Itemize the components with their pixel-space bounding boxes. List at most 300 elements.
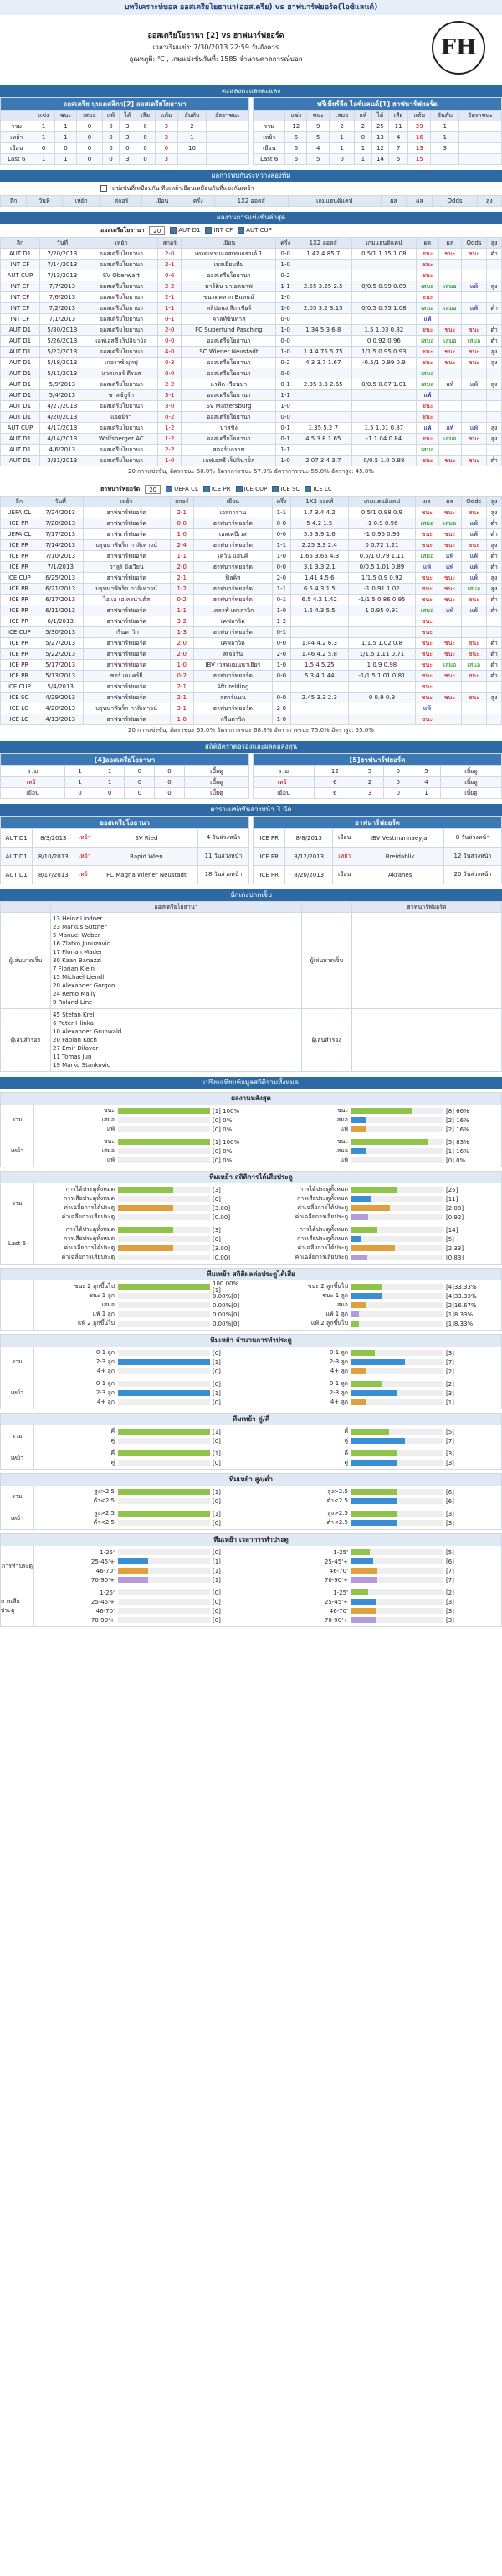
player-name[interactable]: 23 Markus Suttner	[53, 924, 107, 930]
match-cell: ชนะ	[438, 540, 461, 551]
recent-header-cell: Odds	[461, 497, 486, 507]
match-row[interactable]	[1, 682, 502, 693]
match-row[interactable]	[1, 627, 502, 638]
stat-bar-fill	[118, 1489, 210, 1495]
odds-left-title: [4]ออสเตรียโยธานา	[1, 754, 249, 766]
upcoming-cell: เหย้า	[333, 848, 356, 866]
stat-bar-track	[118, 1617, 210, 1623]
match-cell[interactable]: FC Superfund Pasching	[182, 325, 276, 336]
match-row[interactable]	[1, 456, 502, 466]
recent-right-summary: 20 การแข่งขัน, อัตราชนะ 65.0% อัตราการชนะ 68.8% อัตราการชนะ 75.0% อัตราสูง: 55.0%	[128, 727, 374, 734]
match-row[interactable]	[1, 660, 502, 671]
match-cell: สูง	[487, 540, 502, 551]
match-cell[interactable]: ออสเตรียโยธานา	[85, 325, 157, 336]
stat-bar-track	[351, 1429, 443, 1435]
odds-cell: เบี้ยดู	[184, 777, 248, 788]
match-cell	[295, 336, 351, 347]
player-name[interactable]: 6 Peter Hlinka	[53, 1020, 94, 1027]
stat-bar-fill	[351, 1255, 367, 1260]
match-row[interactable]	[1, 638, 502, 649]
match-row[interactable]	[1, 562, 502, 573]
player-name[interactable]: 15 Michael Liendl	[53, 974, 105, 981]
match-cell[interactable]: เอสเคบีเวส	[193, 529, 272, 540]
match-cell[interactable]: เกอราซ์ มุทฟุ	[85, 358, 157, 368]
match-row[interactable]	[1, 314, 502, 325]
match-row[interactable]	[1, 649, 502, 660]
match-cell: AUT D1	[1, 325, 40, 336]
match-cell[interactable]: ออสเตรียโยธานา	[182, 368, 276, 379]
match-cell[interactable]: กรีนดาวิก	[193, 714, 272, 725]
stat-bar-value: [0]	[213, 1349, 221, 1357]
stat-side-label: การเสียประตู	[1, 1586, 34, 1626]
match-row[interactable]	[1, 390, 502, 401]
stat-bar-track	[351, 1148, 443, 1154]
stat-panel	[0, 1334, 502, 1409]
match-cell: ชนะ	[461, 595, 486, 605]
match-row[interactable]	[1, 281, 502, 292]
h2h-same-checkbox[interactable]	[100, 185, 107, 192]
stat-bar-label: ชนะ 2 ลูกขึ้นไป	[74, 1283, 115, 1290]
match-cell: ชนะ	[416, 529, 438, 540]
section-lineup: นักเตะบาดเจ็บ	[0, 889, 502, 901]
match-row[interactable]	[1, 671, 502, 682]
stat-bar-label: คี่	[110, 1450, 115, 1456]
match-row[interactable]	[1, 303, 502, 314]
standings-cell: 2	[178, 121, 207, 132]
stat-bar-track	[351, 1511, 443, 1517]
recent-header-cell: ครึ่ง	[276, 238, 295, 249]
league-filter-checkbox[interactable]	[272, 486, 279, 492]
odds-cell: เบี้ยดู	[440, 777, 501, 788]
match-cell[interactable]: ไอ เอ เอเครน่าเต้ส	[83, 595, 170, 605]
recent-right-table	[0, 496, 502, 725]
stat-panel	[0, 1473, 502, 1530]
stat-bar-row	[34, 1588, 268, 1597]
match-cell	[351, 412, 416, 423]
match-cell[interactable]: ฮาฟนาร์ฟยอร์ด	[193, 627, 272, 638]
match-cell[interactable]: ซอร์ เอแคร์ยี	[83, 671, 170, 682]
stat-bar-label: การได้ประตูทั้งหมด	[65, 1226, 115, 1233]
match-cell[interactable]: บรุนนาพันร็ก กาลิเทาวน์	[83, 540, 170, 551]
match-cell[interactable]: ออสเตรียโยธานา	[85, 292, 157, 303]
player-name[interactable]: 16 Zlatko Junuzovic	[53, 940, 110, 947]
match-cell[interactable]: เอสกาจาน	[193, 507, 272, 518]
match-cell[interactable]: ฮาฟนาร์ฟยอร์ด	[193, 518, 272, 529]
match-row[interactable]	[1, 540, 502, 551]
match-cell[interactable]: ฮาฟนาร์ฟยอร์ด	[83, 682, 170, 693]
match-cell: ชนะ	[438, 649, 461, 660]
league-filter-checkbox[interactable]	[236, 486, 243, 492]
lineup-injured-label-right: ผู้เล่นบาดเจ็บ	[301, 913, 351, 1009]
match-cell[interactable]: สตอร์มกราซ	[182, 445, 276, 456]
match-row[interactable]	[1, 714, 502, 725]
match-cell	[351, 314, 416, 325]
match-cell[interactable]: ฮาฟนาร์ฟยอร์ด	[83, 573, 170, 584]
match-cell: 5/4/2013	[38, 682, 83, 693]
match-row[interactable]	[1, 249, 502, 260]
player-name[interactable]: 20 Alexander Gorgon	[53, 982, 115, 989]
match-cell: 1-0	[276, 260, 295, 270]
match-cell[interactable]: SV Oberwart	[85, 270, 157, 281]
player-name[interactable]: 7 Florian Klein	[53, 966, 95, 972]
match-cell: 0-3	[158, 358, 182, 368]
player-name[interactable]: 19 Marko Stankovic	[53, 1062, 110, 1069]
match-cell[interactable]: ออสเตรียโยธานา	[182, 434, 276, 445]
match-cell[interactable]: ออสเตรียโยธานา	[182, 270, 276, 281]
stat-bar-label: คู่	[344, 1459, 348, 1466]
stat-bar-fill	[351, 1196, 371, 1202]
recent-right-filter-group	[166, 486, 337, 492]
recent-right-count-select[interactable]: 20	[145, 485, 161, 494]
stat-bar-fill	[351, 1450, 397, 1456]
player-name[interactable]: 24 Remo Mally	[53, 991, 96, 997]
stat-bar-row	[34, 1137, 268, 1146]
match-cell[interactable]: เควิน แฮนค์	[193, 551, 272, 562]
stat-bar-row	[268, 1213, 501, 1222]
match-row[interactable]	[1, 595, 502, 605]
match-row[interactable]	[1, 368, 502, 379]
recent-left-count-select[interactable]: 20	[149, 226, 165, 235]
match-cell[interactable]: ฮาฟนาร์ฟยอร์ด	[193, 562, 272, 573]
match-row[interactable]	[1, 358, 502, 368]
match-cell[interactable]: เอฟเอสซี เร็ปลินาย็ล	[85, 336, 157, 347]
match-cell[interactable]: คลิปอนง ลีเกเชียร์	[182, 303, 276, 314]
match-cell[interactable]: เบลเยี่ยมทีม	[182, 260, 276, 270]
match-cell[interactable]: ขนาดคลาก Bแลนน์	[182, 292, 276, 303]
standings-cell: 0	[136, 132, 155, 143]
stat-bar-label: คี่	[344, 1450, 348, 1456]
odds-cell: 0	[65, 788, 95, 799]
standings-cell: 0	[77, 132, 102, 143]
match-cell: ต่ำ	[487, 336, 502, 347]
lineup-injured-label: ผู้เล่นบาดเจ็บ	[1, 913, 51, 1009]
match-cell: 5/11/2013	[39, 368, 85, 379]
match-cell[interactable]: แอดมิร่า	[85, 412, 157, 423]
stat-bar-value: [3]	[446, 1389, 454, 1397]
league-filter-checkbox[interactable]	[170, 227, 177, 234]
odds-cell: 1	[95, 777, 125, 788]
stat-col-left	[34, 1347, 268, 1378]
match-cell[interactable]: กรีนดาวิก	[83, 627, 170, 638]
match-row[interactable]	[1, 401, 502, 412]
match-row[interactable]	[1, 379, 502, 390]
match-cell: 0-2	[170, 671, 193, 682]
h2h-header-cell: เกมแฮนดิแคป	[288, 196, 381, 207]
match-cell: ชนะ	[461, 434, 486, 445]
match-cell[interactable]: ออสเตรียโยธานา	[85, 303, 157, 314]
match-cell[interactable]: ฮาฟนาร์ฟยอร์ด	[193, 671, 272, 682]
stat-bar-value: [2.08]	[446, 1204, 464, 1212]
recent-left-filters	[0, 224, 502, 237]
recent-header-cell: ผล	[416, 497, 438, 507]
match-cell[interactable]: ฟิลคิส	[193, 573, 272, 584]
player-name[interactable]: 11 Tomas Jun	[53, 1054, 92, 1060]
stat-bar-value: [0] 0%	[213, 1147, 233, 1155]
match-cell: 1-1	[158, 303, 182, 314]
match-cell: 0/0.5 0.75 1.08	[351, 303, 416, 314]
match-cell[interactable]: บรุนนาพันร็ก กาลิเทาวน์	[83, 703, 170, 714]
match-cell[interactable]: ออสเตรียโยธานา	[85, 456, 157, 466]
match-cell: 1/1.5 1.02 0.8	[348, 638, 416, 649]
standings-cell: 12	[285, 121, 307, 132]
match-cell[interactable]: ฮาฟนาร์ฟยอร์ด	[193, 703, 272, 714]
match-cell[interactable]: ออสเตรียโยธานา	[85, 347, 157, 358]
match-row[interactable]	[1, 507, 502, 518]
recent-left-summary: 20 การแข่งขัน, อัตราชนะ 60.0% อัตราการชนะ 57.9% อัตราการชนะ 55.0% อัตราสูง: 45.0%	[128, 468, 374, 475]
match-row[interactable]	[1, 551, 502, 562]
match-cell: ชนะ	[416, 660, 438, 671]
match-cell[interactable]: ฮาฟนาร์ฟยอร์ด	[193, 584, 272, 595]
standings-left-table	[0, 97, 249, 165]
match-cell[interactable]: ออสเตรียโยธานา	[85, 445, 157, 456]
match-row[interactable]	[1, 292, 502, 303]
match-cell[interactable]: ออสเตรียโยธานา	[85, 249, 157, 260]
match-teams: ออสเตรียโยธานา [2] vs ฮาฟนาร์ฟยอร์ด	[147, 31, 284, 40]
match-cell[interactable]: ฮาฟนาร์ฟยอร์ด	[193, 595, 272, 605]
match-cell	[438, 292, 461, 303]
match-cell[interactable]: Wolfsberger AC	[85, 434, 157, 445]
match-cell[interactable]: ฮาฟนาร์ฟยอร์ด	[83, 616, 170, 627]
player-name[interactable]: 10 Alexander Grunwald	[53, 1028, 122, 1035]
match-cell[interactable]: Afturelding	[193, 682, 272, 693]
match-cell[interactable]: ฮาฟนาร์ฟยอร์ด	[83, 529, 170, 540]
match-cell	[487, 616, 502, 627]
match-cell[interactable]: ฮาฟนาร์ฟยอร์ด	[193, 540, 272, 551]
match-row[interactable]	[1, 325, 502, 336]
match-cell[interactable]: ฮาฟนาร์ฟยอร์ด	[83, 605, 170, 616]
match-cell[interactable]: SV Mattersburg	[182, 401, 276, 412]
odds-cell: 3	[356, 788, 384, 799]
stat-bar-value: [0.92]	[446, 1213, 464, 1221]
match-cell[interactable]: แวคเกอร์ ดีรอส	[85, 368, 157, 379]
stat-bar-label: ค่าเฉลี่ยการเสียประตู	[295, 1254, 348, 1260]
match-cell: 1-0	[272, 714, 290, 725]
match-cell: 0-0	[272, 671, 290, 682]
match-row[interactable]	[1, 270, 502, 281]
stat-col-left	[34, 1136, 268, 1167]
stat-col-left	[34, 1425, 268, 1447]
player-name[interactable]: 30 Kaan Banazzi	[53, 957, 101, 964]
standings-cell: 1	[355, 154, 372, 165]
match-cell: 1/1.5 0.95 0.93	[351, 347, 416, 358]
stat-col-right	[268, 1224, 501, 1264]
match-cell	[461, 445, 486, 456]
match-cell: 3-2	[170, 616, 193, 627]
match-cell[interactable]: มาร์ติน บาเยลนาฟ	[182, 281, 276, 292]
league-filter-checkbox[interactable]	[166, 486, 172, 492]
match-cell	[351, 292, 416, 303]
stat-side-label: รวม	[1, 1425, 34, 1447]
match-cell	[461, 270, 486, 281]
stat-bar-value: [2]	[446, 1368, 454, 1375]
match-cell[interactable]: ออสเตรียโยธานา	[85, 423, 157, 434]
match-row[interactable]	[1, 703, 502, 714]
match-cell[interactable]: ฮาฟนาร์ฟยอร์ด	[83, 518, 170, 529]
stat-bar-value: [0]	[213, 1497, 221, 1505]
stat-bar-track	[351, 1350, 443, 1356]
match-cell	[295, 314, 351, 325]
match-cell: 7/2/2013	[39, 303, 85, 314]
player-name[interactable]: 9 Roland Linz	[53, 999, 92, 1006]
stat-bar-track	[118, 1245, 210, 1251]
match-cell: 2-0	[170, 562, 193, 573]
standings-row	[254, 154, 502, 165]
upcoming-cell: เยือน	[333, 829, 356, 848]
league-filter-checkbox[interactable]	[305, 486, 311, 492]
match-cell: 1.42 4.85 7	[295, 249, 351, 260]
match-cell[interactable]: บรุนนาพันร็ก กาลิเทาวน์	[83, 584, 170, 595]
match-row[interactable]	[1, 336, 502, 347]
match-cell[interactable]: ออสเตรียโยธานา	[85, 314, 157, 325]
match-cell[interactable]: เคลาฟ์ เพาลาวิก	[193, 605, 272, 616]
player-name[interactable]: 20 Fabian Koch	[53, 1037, 97, 1043]
match-row[interactable]	[1, 434, 502, 445]
stat-bar-row	[34, 1597, 268, 1606]
match-row[interactable]	[1, 573, 502, 584]
match-cell: 6.5 4.3 1.5	[291, 584, 348, 595]
match-cell	[487, 703, 502, 714]
match-cell[interactable]: ฮาฟนาร์ฟยอร์ด	[83, 649, 170, 660]
league-filter-checkbox[interactable]	[205, 227, 212, 234]
stat-bar-track	[118, 1255, 210, 1260]
match-cell[interactable]: SC Wiener Neustadt	[182, 347, 276, 358]
match-cell	[461, 314, 486, 325]
upcoming-cell: FC Magna Wiener Neustadt	[95, 866, 197, 884]
stat-bar-row	[34, 1388, 268, 1398]
match-row[interactable]	[1, 693, 502, 703]
match-cell: ต่ำ	[487, 303, 502, 314]
recent-left-team: ออสเตรียโยธานา	[100, 226, 145, 234]
league-filter-checkbox[interactable]	[203, 486, 210, 492]
stat-bar-label: 25-45'+	[324, 1558, 348, 1565]
match-cell[interactable]: ฮาฟนาร์ฟยอร์ด	[83, 693, 170, 703]
match-cell[interactable]: ออสเตรียโยธานา	[182, 336, 276, 347]
match-cell[interactable]: ฮาฟนาร์ฟยอร์ด	[83, 660, 170, 671]
match-cell[interactable]: แรพิด เวียนนา	[182, 379, 276, 390]
stat-bar-fill	[351, 1599, 376, 1605]
standings-cell	[431, 154, 459, 165]
match-cell[interactable]: ออสเตรียโยธานา	[182, 358, 276, 368]
match-cell[interactable]: ปาสชิง	[182, 423, 276, 434]
player-name[interactable]: 13 Heinz Lindner	[53, 915, 103, 922]
match-cell[interactable]: ออสเตรียโยธานา	[85, 401, 157, 412]
match-cell: -1/1.5 0.86 0.95	[348, 595, 416, 605]
match-cell: ชนะ	[416, 270, 438, 281]
match-cell: 5.5 3.9 1.6	[291, 529, 348, 540]
player-name[interactable]: 17 Florian Mader	[53, 949, 103, 956]
recent-header-cell: วันที่	[38, 497, 83, 507]
stat-bar-value: [2]	[446, 1589, 454, 1596]
match-row[interactable]	[1, 260, 502, 270]
recent-header-cell: 1X2 ออดส์	[295, 238, 351, 249]
standings-header-cell: อันดับ	[431, 111, 459, 121]
match-cell[interactable]: ออสเตรียโยธานา	[182, 390, 276, 401]
lineup-blank	[1, 902, 51, 913]
match-cell	[461, 260, 486, 270]
stat-bar-label: 46-70'	[95, 1567, 115, 1574]
match-cell[interactable]: เคฟลาวิค	[193, 616, 272, 627]
match-row[interactable]	[1, 605, 502, 616]
stat-col-right	[268, 1486, 501, 1507]
match-row[interactable]	[1, 445, 502, 456]
match-cell: 0.5/1 1.15 1.08	[351, 249, 416, 260]
stat-bar-label: คู่	[110, 1437, 115, 1444]
stat-bar-label: 70-90'+	[324, 1576, 348, 1584]
match-cell	[438, 616, 461, 627]
standings-cell: 6	[285, 143, 307, 154]
match-row[interactable]	[1, 423, 502, 434]
match-cell: 0-1	[276, 379, 295, 390]
lineup-bench-label: ผู้เล่นสำรอง	[1, 1009, 51, 1072]
match-cell[interactable]: วาลูร์ ยังเวียน	[83, 562, 170, 573]
match-cell: 1-1	[276, 281, 295, 292]
match-cell[interactable]: เคฟลาวิค	[193, 638, 272, 649]
standings-cell: 1	[431, 121, 459, 132]
stat-bar-track	[351, 1558, 443, 1564]
stat-bar-value: 0.00%[0]	[213, 1320, 240, 1327]
match-cell: ICE PR	[1, 638, 38, 649]
match-cell: 2-0	[272, 703, 290, 714]
stat-bar-row	[34, 1225, 268, 1234]
match-cell: 0-2	[276, 270, 295, 281]
match-cell[interactable]: ฮาฟนาร์ฟยอร์ด	[83, 714, 170, 725]
match-row[interactable]	[1, 347, 502, 358]
match-cell[interactable]: สเจอรัน	[193, 649, 272, 660]
match-row[interactable]	[1, 616, 502, 627]
stat-bar-fill	[351, 1321, 359, 1327]
match-cell[interactable]: เอฟเอสซี เร็ปลินาย็ล	[182, 456, 276, 466]
stat-panel-title: ผลงานหลังสุด	[1, 1093, 501, 1105]
match-cell[interactable]: ออสเตรียโยธานา	[85, 281, 157, 292]
player-name[interactable]: 5 Manuel Weber	[53, 932, 100, 939]
match-row[interactable]	[1, 518, 502, 529]
analysis-panels	[0, 1092, 502, 1627]
stat-grid	[1, 1447, 501, 1469]
match-row[interactable]	[1, 412, 502, 423]
stat-bar-row	[268, 1253, 501, 1262]
match-cell[interactable]: คาลท์ซินทาส	[182, 314, 276, 325]
match-cell[interactable]: ฮาฟนาร์ฟยอร์ด	[83, 507, 170, 518]
match-cell[interactable]: IBV เวสท์แมนนาเยียร์	[193, 660, 272, 671]
stat-bar-track	[351, 1321, 443, 1327]
match-cell: ชนะ	[438, 347, 461, 358]
match-cell: 3-1	[158, 390, 182, 401]
match-cell[interactable]: เทรดเทรนแอสเทนแซนต์ 1	[182, 249, 276, 260]
match-cell[interactable]: ออสเตรียโยธานา	[182, 412, 276, 423]
stat-bar-track	[351, 1577, 443, 1583]
match-row[interactable]	[1, 529, 502, 540]
match-cell: 2-1	[170, 507, 193, 518]
stat-bar-track	[118, 1450, 210, 1456]
match-cell[interactable]: ออสเตรียโยธานา	[85, 260, 157, 270]
upcoming-cell: ICE PR	[254, 866, 285, 884]
match-cell: ICE PR	[1, 660, 38, 671]
stat-bar-value: [3.00]	[213, 1244, 231, 1252]
match-cell[interactable]: สตาร์แนน	[193, 693, 272, 703]
league-filter-checkbox[interactable]	[238, 227, 244, 234]
match-cell[interactable]: ฮาฟนาร์ฟยอร์ด	[83, 551, 170, 562]
match-cell[interactable]: ซาลซ์บูร์ก	[85, 390, 157, 401]
match-row[interactable]	[1, 584, 502, 595]
stat-bar-label: สูง>2.5	[327, 1510, 348, 1517]
match-cell	[291, 714, 348, 725]
player-name[interactable]: 45 Stefan Krell	[53, 1012, 96, 1018]
stat-bar-track	[118, 1157, 210, 1163]
match-cell[interactable]: ฮาฟนาร์ฟยอร์ด	[83, 638, 170, 649]
match-cell[interactable]: ออสเตรียโยธานา	[85, 379, 157, 390]
player-name[interactable]: 27 Emir Dilaver	[53, 1045, 99, 1052]
match-time: เวลาเริ่มแข่ง: 7/30/2013 22:59 วันอังคาร	[152, 43, 279, 51]
